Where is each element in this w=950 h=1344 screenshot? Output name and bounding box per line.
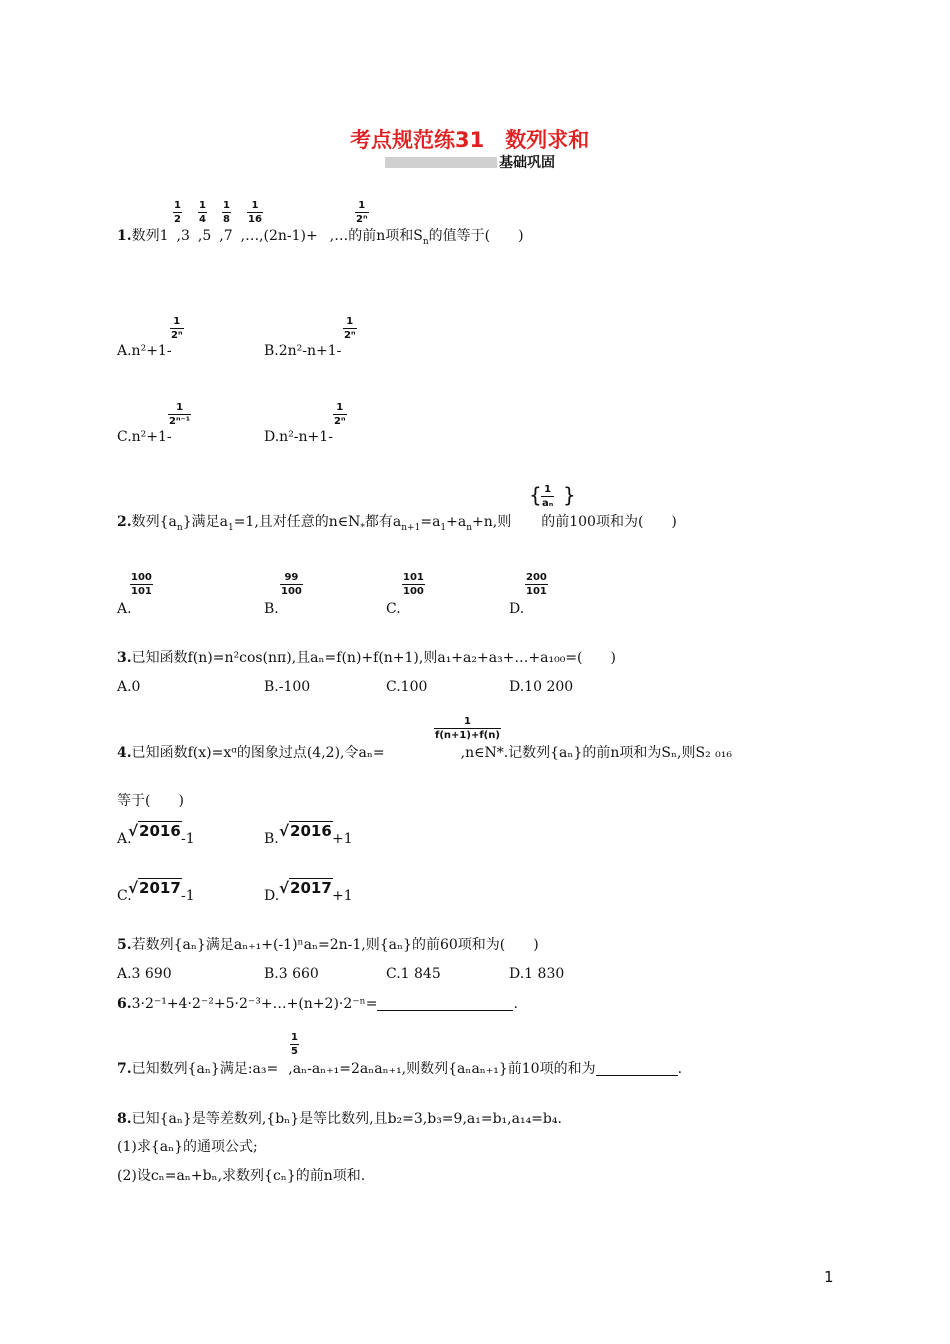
option-a-label: A. bbox=[117, 831, 132, 847]
answer-blank[interactable] bbox=[596, 1061, 678, 1076]
section-title: 基础巩固 bbox=[499, 155, 555, 171]
stem: ,n∈N*.记数列{aₙ}的前n项和为Sₙ,则S₂ ₀₁₆ bbox=[460, 745, 732, 761]
sqrt: √2016 bbox=[128, 822, 181, 840]
question-number: 8. bbox=[117, 1111, 132, 1127]
stem: +a bbox=[446, 514, 467, 530]
option-d-tail: +1 bbox=[332, 888, 353, 904]
sqrt: √2017 bbox=[279, 879, 332, 897]
stem: 已知{aₙ}是等差数列,{bₙ}是等比数列,且b₂=3,b₃=9,a₁=b₁,a₁₄=b₄. bbox=[131, 1111, 562, 1127]
stem: ,…,(2n-1)+ bbox=[240, 228, 318, 244]
stem: ,aₙ-aₙ₊₁=2aₙaₙ₊₁,则数列{aₙaₙ₊₁}前10项的和为 bbox=[288, 1061, 596, 1077]
option-a: A. bbox=[117, 601, 132, 617]
option-d-label: D. bbox=[264, 888, 280, 904]
subscript: * bbox=[360, 522, 365, 533]
option-d: D.1 830 bbox=[509, 966, 565, 982]
subscript: n bbox=[466, 522, 473, 533]
option-a-tail: -1 bbox=[181, 831, 195, 847]
stem: 的前100项和为( ) bbox=[541, 514, 677, 530]
stem: 已知函数f(n)=n²cos(nπ),且aₙ=f(n)+f(n+1),则a₁+a₂+a₃+…+a₁₀₀=( ) bbox=[131, 650, 616, 666]
option-c: C.1 845 bbox=[386, 966, 441, 982]
stem: 已知函数f(x)=xᵅ的图象过点(4,2),令aₙ= bbox=[131, 745, 385, 761]
fraction: $\frac{1}{5}$ bbox=[291, 1032, 298, 1057]
stem: 3·2⁻¹+4·2⁻²+5·2⁻³+…+(n+2)·2⁻ⁿ= bbox=[131, 996, 378, 1012]
brace-right: } bbox=[563, 483, 576, 507]
subscript: n bbox=[422, 236, 429, 247]
stem: ,7 bbox=[219, 228, 233, 244]
fraction: $\frac{1}{f(n+1)+f(n)}$ bbox=[435, 716, 500, 741]
fraction: $\frac{99}{100}$ bbox=[281, 572, 302, 597]
stem: ,5 bbox=[197, 228, 212, 244]
fraction: $\frac{101}{100}$ bbox=[403, 572, 424, 597]
stem: 都有a bbox=[364, 514, 402, 530]
option-b-tail: +1 bbox=[332, 831, 353, 847]
stem: 数列1 bbox=[131, 228, 169, 244]
stem: }满足a bbox=[182, 514, 228, 530]
page-number: 1 bbox=[824, 1268, 834, 1286]
part-2: (2)设cₙ=aₙ+bₙ,求数列{cₙ}的前n项和. bbox=[117, 1168, 366, 1184]
stem: ,3 bbox=[176, 228, 190, 244]
stem: 等于( ) bbox=[117, 793, 184, 809]
option-b-label: B. bbox=[264, 831, 279, 847]
question-number: 4. bbox=[117, 745, 132, 761]
subscript: n bbox=[176, 522, 183, 533]
option-b: B. bbox=[264, 601, 279, 617]
fraction: $\frac{1}{\text{2ⁿ}}$ bbox=[171, 316, 183, 341]
question-number: 5. bbox=[117, 937, 132, 953]
stem: ,…的前n项和S bbox=[329, 228, 423, 244]
stem-tail: . bbox=[513, 996, 518, 1012]
fraction: $\frac{1}{\text{2ⁿ}}$ bbox=[356, 200, 368, 225]
option-d: D.10 200 bbox=[509, 679, 574, 695]
fraction: $\frac{1}{8}$ bbox=[223, 200, 230, 225]
stem: 数列{a bbox=[131, 514, 177, 530]
option-d: D. bbox=[509, 601, 525, 617]
page-title: 考点规范练31 数列求和 bbox=[350, 128, 590, 152]
stem: 若数列{aₙ}满足aₙ₊₁+(-1)ⁿaₙ=2n-1,则{aₙ}的前60项和为( ) bbox=[131, 937, 539, 953]
question-number: 3. bbox=[117, 650, 132, 666]
part-1: (1)求{aₙ}的通项公式; bbox=[117, 1139, 258, 1155]
sqrt: √2017 bbox=[128, 879, 181, 897]
question-number: 6. bbox=[117, 996, 132, 1012]
option-a: A.3 690 bbox=[117, 966, 172, 982]
option-c-tail: -1 bbox=[181, 888, 195, 904]
answer-blank[interactable] bbox=[377, 996, 513, 1011]
subscript: n+1 bbox=[401, 522, 421, 533]
fraction: $\frac{1}{\text{2ⁿ⁻¹}}$ bbox=[169, 402, 191, 427]
option-c: C.100 bbox=[386, 679, 428, 695]
section-bar bbox=[385, 157, 497, 168]
stem: =a bbox=[420, 514, 441, 530]
fraction: $\frac{1}{16}$ bbox=[248, 200, 262, 225]
subscript: 1 bbox=[227, 522, 234, 533]
option-b: B.3 660 bbox=[264, 966, 319, 982]
option-c: C.n²+1- bbox=[117, 429, 172, 445]
stem: +n,则 bbox=[472, 514, 512, 530]
option-a: A.0 bbox=[117, 679, 141, 695]
option-b: B.-100 bbox=[264, 679, 311, 695]
option-c: C. bbox=[386, 601, 401, 617]
fraction: $\frac{1}{\text{2ⁿ}}$ bbox=[344, 316, 356, 341]
option-b: B.2n²-n+1- bbox=[264, 343, 342, 359]
stem: 的值等于( ) bbox=[428, 228, 524, 244]
subscript: 1 bbox=[440, 522, 447, 533]
stem: =1,且对任意的n∈N bbox=[233, 514, 361, 530]
fraction: $\frac{1}{2}$ bbox=[174, 200, 181, 225]
fraction: $\frac{1}{4}$ bbox=[199, 200, 206, 225]
question-number: 2. bbox=[117, 514, 132, 530]
stem: 已知数列{aₙ}满足:a₃= bbox=[131, 1061, 279, 1077]
option-d: D.n²-n+1- bbox=[264, 429, 333, 445]
option-a: A.n²+1- bbox=[117, 343, 172, 359]
stem-tail: . bbox=[677, 1061, 683, 1077]
fraction: $\frac{200}{101}$ bbox=[526, 572, 547, 597]
option-c-label: C. bbox=[117, 888, 132, 904]
question-number: 1. bbox=[117, 228, 132, 244]
fraction: $\frac{1}{\text{2ⁿ}}$ bbox=[334, 402, 346, 427]
sqrt: √2016 bbox=[279, 822, 332, 840]
brace-left: { bbox=[529, 483, 542, 507]
fraction: $\frac{1}{\text{aₙ}}$ bbox=[542, 484, 554, 509]
fraction: $\frac{100}{101}$ bbox=[131, 572, 152, 597]
question-number: 7. bbox=[117, 1061, 132, 1077]
